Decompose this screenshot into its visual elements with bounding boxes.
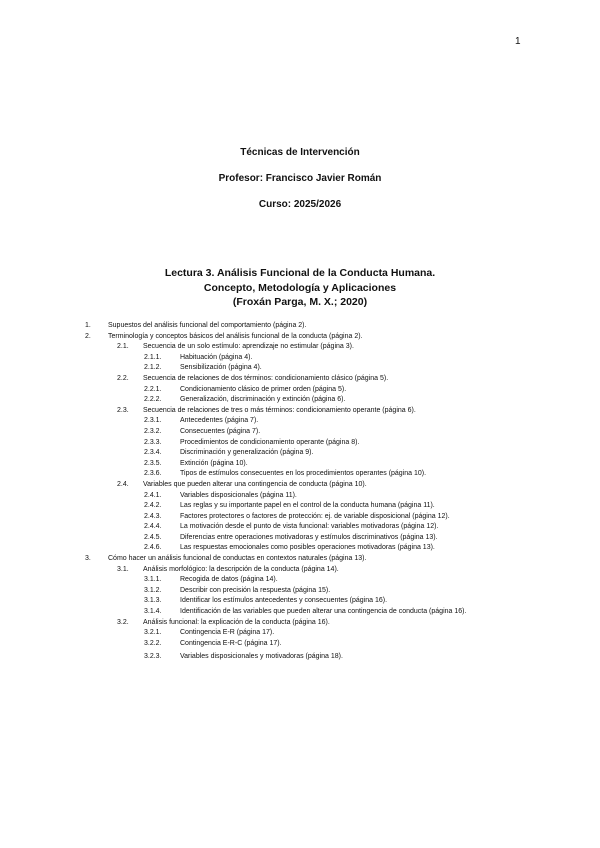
toc-item — [0, 363, 600, 374]
toc-item-text: Análisis morfológico: la descripción de la conducta (página 14). — [143, 565, 339, 573]
toc-item-number: 2.1.2. — [144, 364, 162, 372]
toc-item-number: 3.2.2. — [144, 639, 162, 647]
toc-item-number: 3.1.3. — [144, 597, 162, 605]
document-title: Técnicas de Intervención — [240, 147, 360, 158]
toc-item-number: 3.2.1. — [144, 629, 162, 637]
lecture-title-line: Lectura 3. Análisis Funcional de la Conducta Humana. — [164, 267, 436, 279]
toc-item — [0, 332, 600, 343]
toc-item-text: Las reglas y su importante papel en el control de la conducta humana (página 11). — [180, 502, 435, 510]
toc-item-text: Antecedentes (página 7). — [180, 417, 259, 425]
toc-item-text: Consecuentes (página 7). — [180, 427, 261, 435]
toc-item-number: 2.4.1. — [144, 491, 162, 499]
toc-item-text: Habituación (página 4). — [180, 353, 253, 361]
toc-item-text: Supuestos del análisis funcional del comportamiento (página 2). — [108, 322, 307, 329]
toc-item-number: 2.1. — [117, 343, 129, 351]
toc-item — [0, 628, 600, 639]
toc-item — [0, 416, 600, 427]
toc-item-text: Secuencia de relaciones de tres o más términos: condicionamiento operante (página 6). — [143, 406, 416, 414]
toc-item-text: Generalización, discriminación y extinción (página 6). — [180, 396, 346, 404]
professor-line: Profesor: Francisco Javier Román — [218, 173, 382, 184]
toc-item-text: Factores protectores o factores de protección: ej. de variable disposicional (página 12). — [180, 512, 450, 520]
toc-item-number: 2.4.2. — [144, 502, 162, 510]
toc-item-text: Identificar los estímulos antecedentes y consecuentes (página 16). — [180, 597, 388, 605]
toc-item-text: Extinción (página 10). — [180, 459, 248, 467]
toc-item-number: 3.1. — [117, 565, 129, 573]
toc-item-text: Variables disposicionales y motivadoras (página 18). — [180, 653, 343, 661]
toc-item-text: Terminología y conceptos básicos del análisis funcional de la conducta (página 2). — [108, 332, 363, 340]
toc-item — [0, 438, 600, 449]
toc-item-number: 3.1.1. — [144, 576, 162, 584]
toc-item — [0, 543, 600, 554]
lecture-heading — [0, 266, 600, 310]
page-number: 1 — [515, 36, 521, 47]
toc-item-text: Describir con precisión la respuesta (página 15). — [180, 586, 331, 594]
toc-item-number: 2.2.1. — [144, 385, 162, 393]
toc-item-text: Identificación de las variables que pueden alterar una contingencia de conducta (página 16). — [180, 608, 467, 616]
toc-item — [0, 501, 600, 512]
toc-item — [0, 565, 600, 576]
toc-item-number: 2.3.4. — [144, 449, 162, 457]
toc-item-number: 2.4. — [117, 480, 129, 488]
lecture-subtitle-line: Concepto, Metodología y Aplicaciones — [203, 281, 397, 294]
toc-item — [0, 554, 600, 565]
toc-item-text: Secuencia de un solo estímulo: aprendizaje no estimular (página 3). — [143, 343, 354, 351]
toc-item — [0, 618, 600, 629]
toc-item-text: Contingencia E-R (página 17). — [180, 629, 275, 637]
toc-item-number: 1. — [85, 322, 91, 329]
toc-item — [0, 395, 600, 406]
toc-item — [0, 480, 600, 491]
toc-item — [0, 491, 600, 502]
toc-item-text: Discriminación y generalización (página 9). — [180, 449, 314, 457]
toc-item-number: 2.3.1. — [144, 417, 162, 425]
toc-item — [0, 374, 600, 385]
toc-item-number: 2.3. — [117, 406, 129, 414]
toc-item-number: 2.3.5. — [144, 459, 162, 467]
toc-item-number: 3.2.3. — [144, 653, 162, 661]
toc-item — [0, 385, 600, 396]
toc-item-number: 2.1.1. — [144, 353, 162, 361]
toc-item — [0, 321, 600, 332]
course-line: Curso: 2025/2026 — [258, 199, 342, 210]
toc-item-text: Sensibilización (página 4). — [180, 364, 262, 372]
toc-item-number: 2.4.6. — [144, 544, 162, 552]
toc-item — [0, 586, 600, 597]
toc-item-text: Contingencia E-R-C (página 17). — [180, 639, 282, 647]
toc-item-number: 2.2. — [117, 374, 129, 382]
toc-item-number: 2.2.2. — [144, 396, 162, 404]
toc-item-number: 3.1.2. — [144, 586, 162, 594]
toc-item — [0, 607, 600, 618]
lecture-citation-line: (Froxán Parga, M. X.; 2020) — [232, 296, 368, 308]
toc-item-text: Secuencia de relaciones de dos términos: condicionamiento clásico (página 5). — [143, 374, 389, 382]
toc-item-text: Cómo hacer un análisis funcional de conductas en contextos naturales (página 13). — [108, 555, 367, 563]
toc-item-number: 2.4.5. — [144, 533, 162, 541]
toc-item — [0, 353, 600, 364]
toc-item — [0, 652, 600, 663]
toc-item — [0, 342, 600, 353]
toc-item — [0, 469, 600, 480]
toc-item-text: Condicionamiento clásico de primer orden (página 5). — [180, 385, 347, 393]
toc-item-text: Diferencias entre operaciones motivadoras y estímulos discriminativos (página 13). — [180, 533, 438, 541]
toc-item — [0, 522, 600, 533]
toc-item-text: Procedimientos de condicionamiento operante (página 8). — [180, 438, 360, 446]
toc-item — [0, 448, 600, 459]
table-of-contents — [0, 321, 600, 663]
toc-item-text: Recogida de datos (página 14). — [180, 576, 278, 584]
toc-item-text: Variables que pueden alterar una contingencia de conducta (página 10). — [143, 480, 367, 488]
toc-item-number: 3.1.4. — [144, 608, 162, 616]
toc-item-number: 2.3.2. — [144, 427, 162, 435]
toc-item-text: Análisis funcional: la explicación de la conducta (página 16). — [143, 618, 330, 626]
toc-item — [0, 406, 600, 417]
toc-item — [0, 512, 600, 523]
toc-item-number: 3. — [85, 555, 91, 563]
toc-item-number: 2.3.3. — [144, 438, 162, 446]
toc-item — [0, 427, 600, 438]
toc-item-number: 2.4.3. — [144, 512, 162, 520]
toc-item-text: Las respuestas emocionales como posibles operaciones motivadoras (página 13). — [180, 544, 435, 552]
toc-item-number: 2. — [85, 332, 91, 340]
toc-item-text: Tipos de estímulos consecuentes en los procedimientos operantes (página 10). — [180, 470, 427, 478]
toc-item — [0, 533, 600, 544]
toc-item-number: 2.3.6. — [144, 470, 162, 478]
toc-item-number: 2.4.4. — [144, 523, 162, 531]
toc-item — [0, 575, 600, 586]
toc-item-text: La motivación desde el punto de vista funcional: variables motivadoras (página 12). — [180, 523, 439, 531]
toc-item-text: Variables disposicionales (página 11). — [180, 491, 297, 499]
toc-item-number: 3.2. — [117, 618, 129, 626]
toc-item — [0, 639, 600, 650]
toc-item — [0, 596, 600, 607]
toc-item — [0, 459, 600, 470]
